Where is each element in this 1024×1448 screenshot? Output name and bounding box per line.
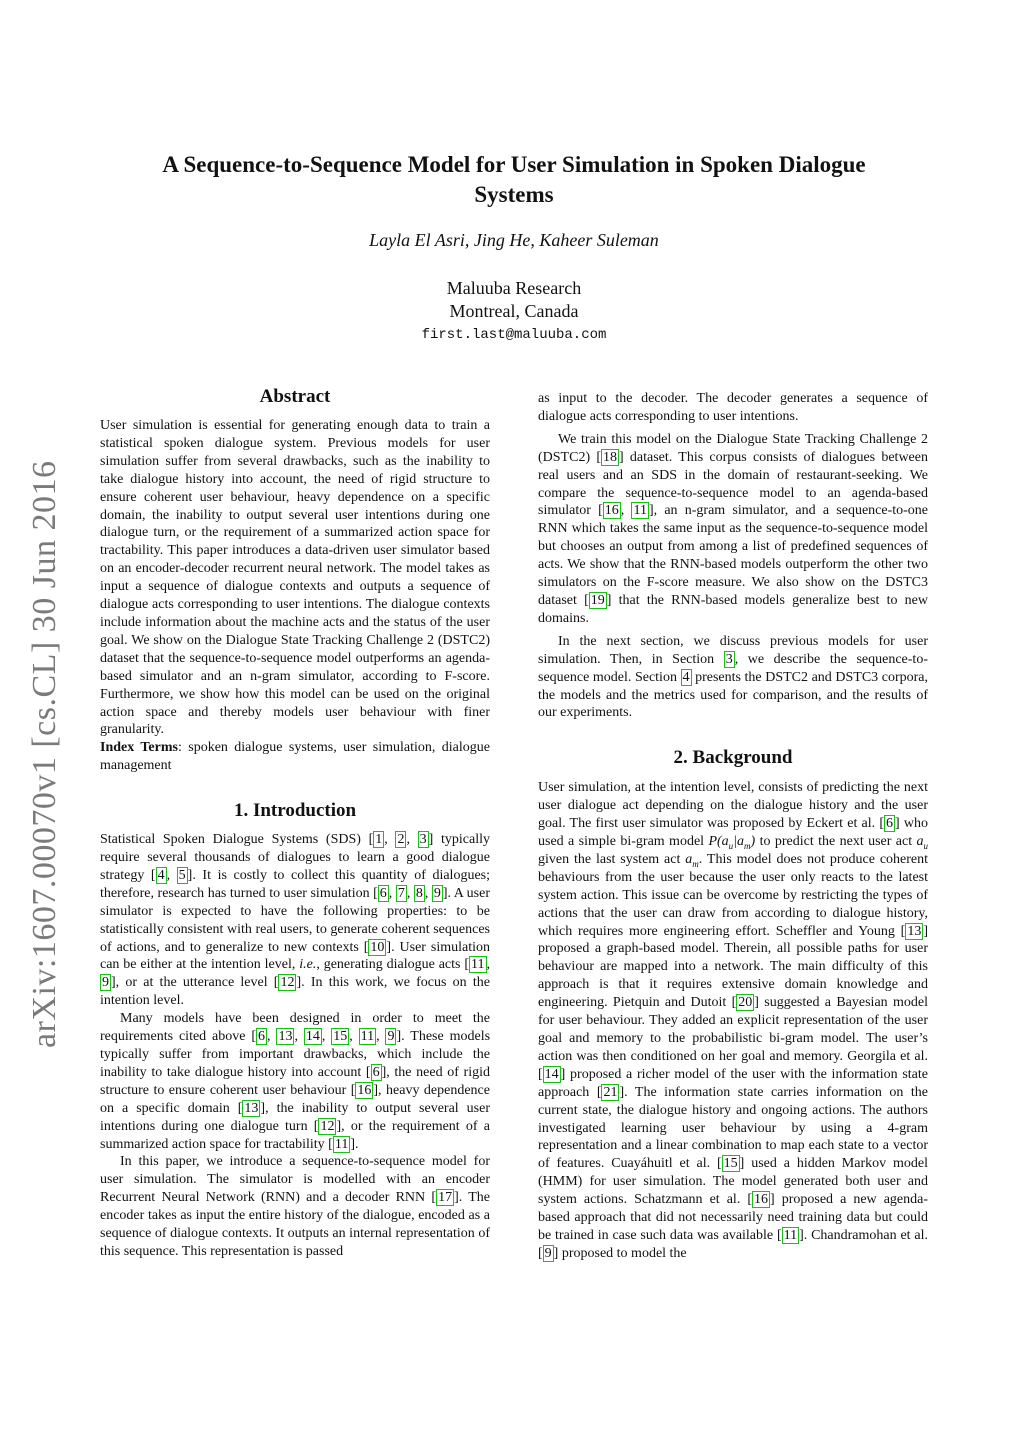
index-terms-text: : spoken dialogue systems, user simulation, dialogue management <box>100 740 490 774</box>
citation-link[interactable]: 16 <box>604 503 619 519</box>
citation-link[interactable]: 14 <box>305 1029 320 1045</box>
citation-link[interactable]: 3 <box>419 832 427 848</box>
background-paragraph-1: User simulation, at the intention level, consists of predicting the next user dialogue act depending on the dialogue history and the user goal. The first user simulator was proposed by Eckert et al. [ 6 ] who used a simple bi-gram model $P(a_u|a_m)$ to predict the next user act $a_u$ given the last system act $a_m$. This model does not produce coherent behaviours from the user because the user only reacts to the latest system action. This issue can be overcome by restricting the types of actions that the user can draw from according to dialogue history, which requires more engineering effort. Scheffler and Young [ 13 ] proposed a graph-based model. Therein, all possible paths for user behaviour are mapped into a network. The main difficulty of this approach is that it requires extensive domain knowledge and engineering. Pietquin and Dutoit [ 20 ] suggested a Bayesian model for user behaviour. They added an explicit representation of the user goal and memory to the probabilistic bi-gram model. The user’s action was then conditioned on her goal and memory. Georgila et al. [ 14 ] proposed a richer model of the user with the information state approach [ 21 ]. The information state carries information on the current state, the dialogue history and ongoing actions. The authors investigated learning user behaviour by using a 4-gram representation and a linear combination to map each state to a vector of features. Cuayáhuitl et al. [ 15 ] used a hidden Markov model (HMM) for user simulation. The model generated both user and system actions. Schatzmann et al. [ 16 ] proposed a new agenda-based approach that did not necessarily need training data but could be trained in case such data was available [ 11 ]. Chandramohan et al. [ 9 ] proposed to model the <box>538 780 929 1261</box>
citation-link[interactable]: 14 <box>544 1066 559 1082</box>
intro-heading: 1. Introduction <box>233 800 357 822</box>
citation-link[interactable]: 19 <box>590 592 605 608</box>
title-line-1: A Sequence-to-Sequence Model for User Simulation in Spoken Dialogue <box>162 152 866 177</box>
citation-link[interactable]: 2 <box>397 832 405 848</box>
citation-link[interactable]: 13 <box>244 1100 259 1116</box>
citation-link[interactable]: 11 <box>471 957 485 973</box>
citation-link[interactable]: 15 <box>723 1156 738 1172</box>
intro-continued-paragraph: as input to the decoder. The decoder generates a sequence of dialogue acts corresponding to user intentions. <box>538 391 928 424</box>
citation-link[interactable]: 6 <box>379 885 387 901</box>
intro-paragraph-4: We train this model on the Dialogue State Tracking Challenge 2 (DSTC2) [ 18 ] dataset. This corpus consists of dialogues between real users and an SDS in the domain of restaurant-seeking. We compare the sequence-to-sequence model to an agenda-based simulator [ 16 , 11 ], an n-gram simulator, and a sequence-to-one RNN which takes the same input as the sequence-to-sequence model but chooses an output from among a list of predefined sequences of acts. We show that the RNN-based models outperform the other two simulators on the F-score measure. We also show on the DSTC3 dataset [ 19 ] that the RNN-based models generalize best to new domains. <box>538 431 929 626</box>
index-terms <box>100 739 490 775</box>
citation-link[interactable]: 10 <box>370 939 385 955</box>
citation-link[interactable]: 15 <box>333 1029 348 1045</box>
system-act-symbol: $a_m$ <box>685 851 699 869</box>
abstract-body: User simulation is essential for generating enough data to train a statistical spoken dialogue system. Previous models for user simulation suffer from several drawbacks, such as the inability to take dialogue history into account, the need of rigid structure to ensure coherent user behaviour, heavy dependence on a specific domain, the inability to output several user intentions during one dialogue turn, or the requirement of a summarized action space for tractability. This paper introduces a data-driven user simulator based on an encoder-decoder recurrent neural network. The model takes as input a sequence of dialogue contexts and outputs a sequence of dialogue acts corresponding to user intentions. The dialogue contexts include information about the machine acts and the status of the user goal. We show on the Dialogue State Tracking Challenge 2 (DSTC2) dataset that the sequence-to-sequence model outperforms an agenda-based simulator and an n-gram simulator, according to F-score. Furthermore, we show how this model can be used on the original action space and thereby models user behaviour with finer granularity. <box>100 418 490 738</box>
citation-link[interactable]: 13 <box>278 1029 293 1045</box>
intro-paragraph-5: In the next section, we discuss previous models for user simulation. Then, in Section 3 , we describe the sequence-to-sequence model. Section 4 presents the DSTC2 and DSTC3 corpora, the models and the metrics used for comparison, and the results of our experiments. <box>538 633 928 721</box>
intro-paragraph-3: In this paper, we introduce a sequence-to-sequence model for user simulation. The simulator is modelled with an encoder Recurrent Neural Network (RNN) and a decoder RNN [ 17 ]. The encoder takes as input the entire history of the dialogue, encoded as a sequence of dialogue contexts. It outputs an internal representation of this sequence. This representation is passed <box>100 1154 490 1259</box>
citation-link[interactable]: 8 <box>415 885 423 901</box>
title-line-2: Systems <box>474 182 554 207</box>
authors: Layla El Asri, Jing He, Kaheer Suleman <box>369 230 659 250</box>
right-column <box>538 390 928 1263</box>
bigram-formula: $P(a_u|a_m)$ <box>708 834 756 851</box>
citation-link[interactable]: 16 <box>754 1192 769 1208</box>
citation-link[interactable]: 20 <box>738 995 753 1011</box>
citation-link[interactable]: 11 <box>633 503 647 519</box>
citation-link[interactable]: 11 <box>783 1227 798 1243</box>
section-link[interactable]: 3 <box>725 651 733 667</box>
citation-link[interactable]: 17 <box>438 1190 453 1206</box>
citation-link[interactable]: 9 <box>387 1029 395 1045</box>
background-heading: 2. Background <box>673 747 793 769</box>
citation-link[interactable]: 12 <box>280 975 295 991</box>
citation-link[interactable]: 4 <box>157 867 165 883</box>
arxiv-stamp: arXiv:1607.00070v1 [cs.CL] 30 Jun 2016 <box>26 460 63 1048</box>
intro-paragraph-1: Statistical Spoken Dialogue Systems (SDS) [ 1 , 2 , 3 ] typically require several thousands of dialogues to learn a good dialogue strategy [ 4 , 5 ]. It is costly to collect this quantity of dialogues; therefore, research has turned to user simulation [ 6 , 7 , 8 , 9 ]. A user simulator is expected to have the following properties: to be statistically consistent with real users, to generate coherent sequences of actions, and to generalize to new contexts [ 10 ]. User simulation can be either at the intention level, i.e., generating dialogue acts [ 11 , 9 ], or at the utterance level [ 12 ]. In this work, we focus on the intention level. <box>100 832 491 1009</box>
citation-link[interactable]: 1 <box>375 832 383 848</box>
citation-link[interactable]: 6 <box>258 1029 266 1045</box>
section-link[interactable]: 4 <box>682 669 690 685</box>
index-terms-label: Index Terms <box>100 740 178 756</box>
user-act-symbol: $a_u$ <box>916 834 928 851</box>
affiliation-location: Montreal, Canada <box>449 301 579 321</box>
citation-link[interactable]: 11 <box>334 1136 349 1152</box>
citation-link[interactable]: 13 <box>907 923 922 939</box>
citation-link[interactable]: 6 <box>372 1064 380 1080</box>
citation-link[interactable]: 9 <box>102 975 109 991</box>
intro-paragraph-2: Many models have been designed in order to meet the requirements cited above [ 6 , 13 , 14 , 15 , 11 , 9 ]. These models typically suffer from important drawbacks, which include the inability to take dialogue history into account [ 6 ], the need of rigid structure to ensure coherent user behaviour [ 16 ], heavy dependence on a specific domain [ 13 ], the inability to output several user intentions during one dialogue turn [ 12 ], or the requirement of a summarized action space for tractability [ 11 ]. <box>100 1011 491 1152</box>
affiliation-org: Maluuba Research <box>446 278 582 298</box>
citation-link[interactable]: 9 <box>433 885 441 901</box>
affiliation <box>100 277 928 323</box>
citation-link[interactable]: 21 <box>603 1084 618 1100</box>
citation-link[interactable]: 6 <box>886 816 894 832</box>
citation-link[interactable]: 18 <box>603 449 618 465</box>
citation-link[interactable]: 5 <box>178 867 186 883</box>
citation-link[interactable]: 16 <box>357 1082 372 1098</box>
abstract-heading: Abstract <box>259 386 331 407</box>
paper-title <box>100 150 928 210</box>
author-email: first.last@maluuba.com <box>421 327 607 343</box>
citation-link[interactable]: 7 <box>397 885 405 901</box>
citation-link[interactable]: 11 <box>360 1029 375 1045</box>
left-column <box>100 385 490 1261</box>
citation-link[interactable]: 12 <box>320 1118 335 1134</box>
citation-link[interactable]: 9 <box>544 1245 552 1261</box>
